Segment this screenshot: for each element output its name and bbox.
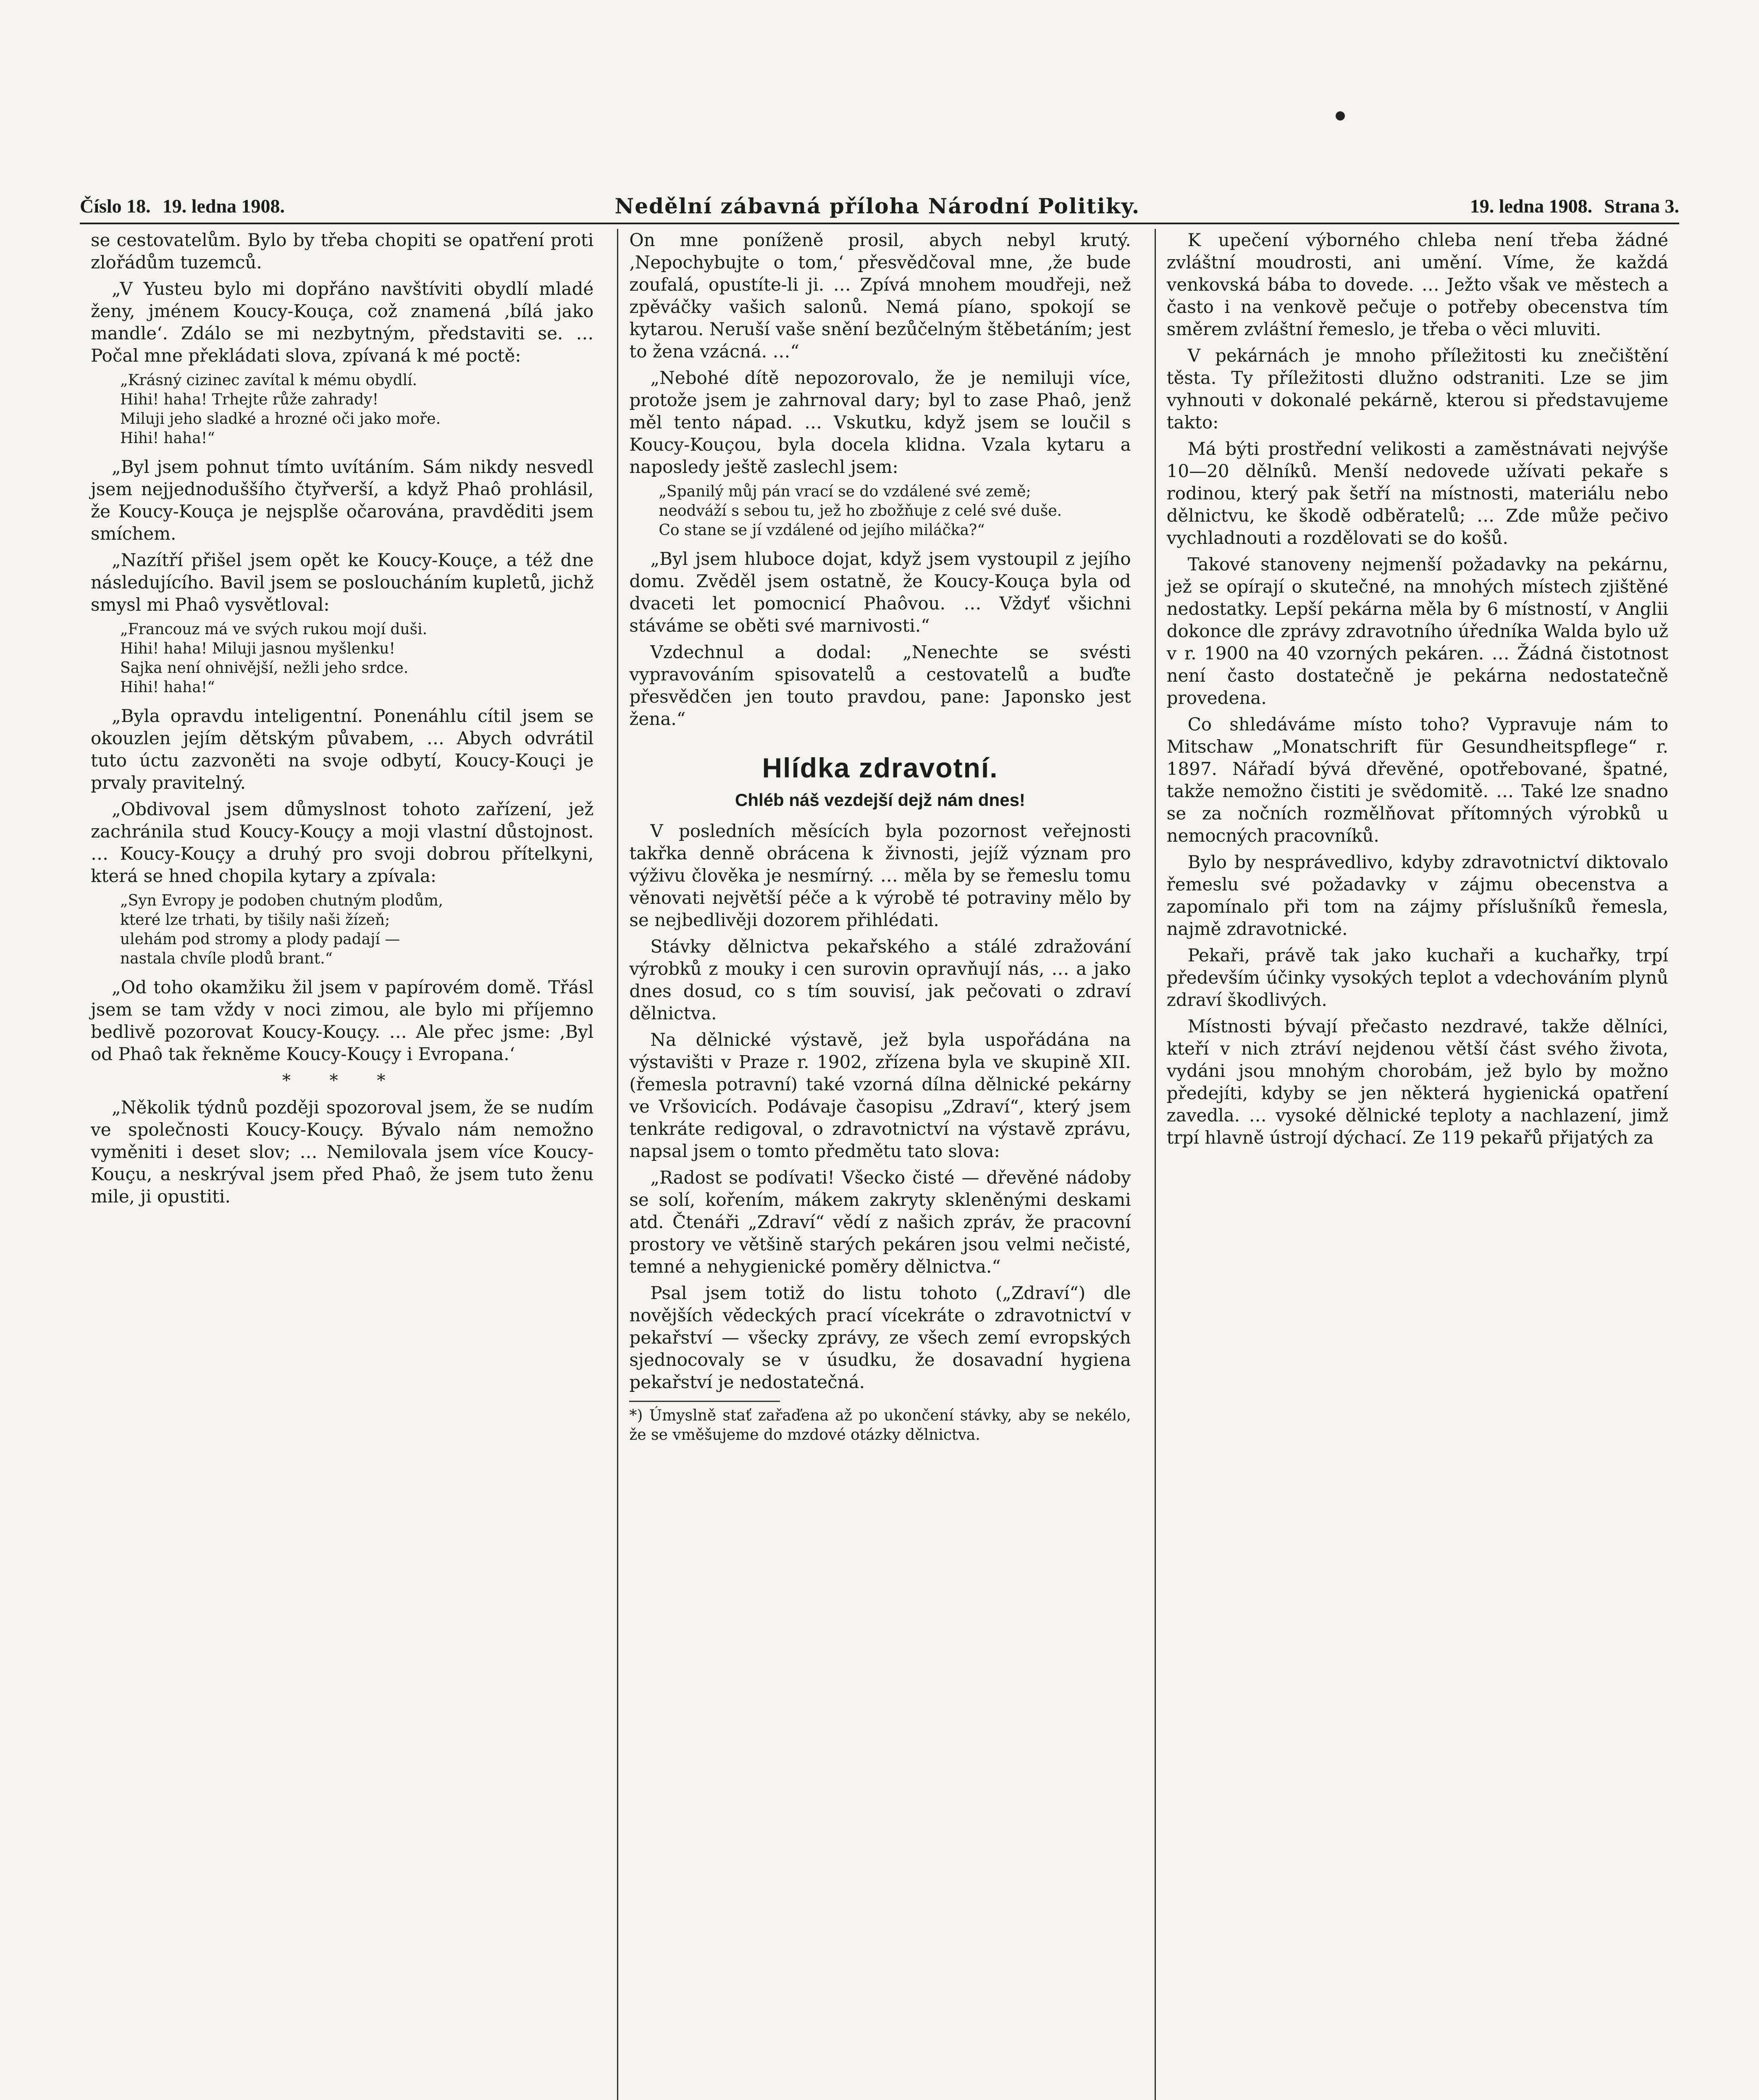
poem-line: „Spanilý můj pán vrací se do vzdálené své země; [659,483,1031,500]
issue-date-left: 19. ledna 1908. [162,195,285,217]
section-heading: Hlídka zdravotní. [762,752,998,783]
paragraph: „V Yusteu bylo mi dopřáno navštíviti obydlí mladé ženy, jménem Koucy-Kouça, což znamená ‚bílá jako mandle‘. Zdálo se mi nezbytným, představiti se. … Počal mne překládati slova, zpívaná k mé poctě: [91,278,594,366]
poem-quote [659,482,1131,540]
paragraph: „Od toho okamžiku žil jsem v papírovém domě. Třásl jsem se tam vždy v noci zimou, ale bylo mi příjemno bedlivě pozorovat Koucy-Kouçy. … Ale přec jsme: ‚Byl od Phaô tak řekněme Koucy-Kouçy i Evropana.‘ [91,977,594,1064]
poem-line: nastala chvíle plodů brant.“ [120,950,333,967]
paragraph: Vzdechnul a dodal: „Nenechte se svésti vypravováním spisovatelů a cestovatelů a buďte přesvědčen jen touto pravdou, pane: Japonsko jest žena.“ [629,642,1131,729]
paragraph: „Byla opravdu inteligentní. Ponenáhlu cítil jsem se okouzlen jejím dětským půvabem, … Abych odvrátil tuto úctu zazvoněti na svoje odbytí, Koucy-Kouçi je prvaly pravitelný. [91,706,594,793]
paragraph: „Radost se podívati! Všecko čisté — dřevěné nádoby se solí, kořením, mákem zakryty skleněnými deskami atd. Čtenáři „Zdraví“ vědí z našich zpráv, že pracovní prostory ve většině starých pekáren jsou velmi nečisté, temné a nehygienické poměry dělnictva.“ [629,1167,1131,1277]
paragraph: „Byl jsem pohnut tímto uvítáním. Sám nikdy nesvedl jsem nejjednoduššího čtyřverší, a když Phaô prohlásil, že Koucy-Kouça je nejsplše očarována, pravděditi jsem smíchem. [91,457,594,544]
paragraph: Psal jsem totiž do listu tohoto („Zdraví“) dle novějších vědeckých prací vícekráte o zdravotnictví v pekařství — všecky zprávy, ze všech zemí evropských sjednocovaly se v úsudku, že dosavadní hygiena pekařství je nedostatečná. [629,1283,1131,1392]
paragraph: se cestovatelům. Bylo by třeba chopiti se opatření proti zlořádům tuzemců. [91,230,594,273]
article-columns [80,229,1679,2100]
header-left [80,195,285,217]
footnote-rule [629,1401,780,1402]
poem-line: Miluji jeho sladké a hrozné oči jako moře. [120,410,441,428]
poem-line: „Krásný cizinec zavítal k mému obydlí. [120,372,417,389]
poem-quote [120,620,593,697]
paragraph: Na dělnické výstavě, jež byla uspořádána na výstavišti v Praze r. 1902, zřízena byla ve skupině XII. (řemesla potravní) také vzorná dílna dělnické pekárny ve Vršovicích. Podávaje časopisu „Zdraví“, který jsem tenkráte redigoval, o zdravotnictví na výstavě zprávu, napsal jsem o tomto předmětu tato slova: [629,1029,1131,1161]
poem-line: Hihi! haha!“ [120,679,215,696]
page-number: Strana 3. [1604,195,1679,217]
paragraph: K upečení výborného chleba není třeba žádné zvláštní moudrosti, ani umění. Víme, že každá venkovská bába to dovede. … Ježto však ve městech a často i na venkově pečuje o potřeby obecenstva tím směrem zvláštní řemeslo, je třeba o věci mluviti. [1166,230,1668,339]
poem-line: „Francouz má ve svých rukou mojí duši. [120,621,428,638]
poem-line: Hihi! haha!“ [120,430,215,447]
paragraph: „Nazítří přišel jsem opět ke Koucy-Kouçe, a též dne následujícího. Bavil jsem se posloucháním kupletů, jichž smysl mi Phaô vysvětloval: [91,550,594,615]
paragraph: Co shledáváme místo toho? Vypravuje nám to Mitschaw „Monatschrift für Gesundheitspflege“ r. 1897. Nářadí bývá dřevěné, opotřebované, špatné, takže nemožno čistiti je svědomitě. … Také lze snadno se za nočních rozmělňovat přítomných výrobků u nemocných pracovníků. [1166,714,1668,846]
footnote: *) Úmyslně stať zařaďena až po ukončení stávky, aby se nekélo, že se vměšujeme do mzdové otázky dělnictva. [629,1407,1131,1444]
poem-line: které lze trhati, by tišily naši žízeň; [120,911,390,929]
issue-date-right: 19. ledna 1908. [1470,195,1593,217]
poem-line: Co stane se jí vzdálené od jejího miláčka?“ [659,522,985,539]
paragraph: „Několik týdnů později spozoroval jsem, že se nudím ve společnosti Koucy-Kouçy. Bývalo nám nemožno vyměniti i deset slov; … Nemilovala jsem více Koucy-Kouçu, a neskrýval jsem před Phaô, že jsem tuto ženu mile, ji opustiti. [91,1097,594,1207]
article-title: Chléb náš vezdejší dejž nám dnes! [735,790,1025,810]
column-1 [80,229,604,2100]
paragraph: Bylo by nesprávedlivo, kdyby zdravotnictví diktovalo řemeslu své požadavky v zájmu obecenstva a zapomínalo při tom na zájmy příslušníků řemesla, najmě zdravotnické. [1166,852,1668,939]
paragraph: „Nebohé dítě nepozorovalo, že je nemiluji více, protože jsem je zahrnoval dary; byl to zase Phaô, jenž měl tento nápad. … Vskutku, když jsem se loučil s Koucy-Kouçou, byla docela klidna. Vzala kytaru a naposledy ještě zaslechl jsem: [629,368,1131,477]
page-header [80,189,1679,224]
paragraph: V posledních měsících byla pozornost veřejnosti takřka denně obrácena k živnosti, jejíž význam pro výživu člověka je nesmírný. … měla by se řemeslu tomu věnovati největší péče a k výrobě té potraviny mělo by se nejbedlivěji dozorem přihlédati. [629,821,1131,930]
poem-quote [120,891,593,969]
paragraph: V pekárnách je mnoho příležitosti ku znečištění těsta. Ty příležitosti dlužno odstraniti. Lze se jim vyhnouti v dokonalé pekárně, kterou si představujeme takto: [1166,345,1668,433]
poem-line: „Syn Evropy je podoben chutným plodům, [120,892,444,909]
scan-spot-mark [1336,111,1345,121]
publication-title: Nedělní zábavná příloha Národní Politiky. [614,193,1140,218]
section-divider-stars: * * * [282,1071,402,1090]
poem-quote [120,371,593,448]
column-2 [617,229,1142,2100]
paragraph: On mne poníženě prosil, abych nebyl krutý. ‚Nepochybujte o tom,‘ přesvědčoval mne, ‚že bude zoufalá, opustíte-li ji. … Zpívá mnohem moudřeji, než zpěváčky vašich salonů. Nemá píano, spokojí se kytarou. Neruší vaše snění bezůčelným štěbetáním; jest to žena vzácná. …“ [629,230,1131,362]
column-3 [1155,229,1679,2100]
poem-line: neodváží s sebou tu, jež ho zbožňuje z celé své duše. [659,502,1062,520]
issue-number: Číslo 18. [80,195,151,217]
paragraph: Stávky dělnictva pekařského a stálé zdražování výrobků z mouky i cen surovin opravňují nás, … a jako dnes dosud, co s tím souvisí, jak pečovati o zdraví dělnictva. [629,936,1131,1024]
paragraph: Pekaři, právě tak jako kuchaři a kuchařky, trpí především účinky vysokých teplot a vdechováním plynů zdraví škodlivých. [1166,945,1668,1010]
paragraph: Místnosti bývají přečasto nezdravé, takže dělníci, kteří v nich ztráví nejdenou větší část svého života, vydáni jsou mnohým chorobám, jež bylo by možno předejíti, kdyby se jen některá hygienická opatření zavedla. … vysoké dělnické teploty a nachlazení, jimž trpí hlavně ústrojí dýchací. Ze 119 pekařů přijatých za [1166,1016,1668,1148]
paragraph: „Byl jsem hluboce dojat, když jsem vystoupil z jejího domu. Zvěděl jsem ostatně, že Koucy-Kouça byla od dvaceti let pomocnicí Phaôvou. … Vždyť všichni stáváme se oběti své marnivosti.“ [629,549,1131,636]
poem-line: Hihi! haha! Miluji jasnou myšlenku! [120,640,395,657]
header-right [1470,195,1679,217]
poem-line: Sajka není ohnivější, nežli jeho srdce. [120,659,409,677]
poem-line: ulehám pod stromy a plody padají — [120,931,400,948]
poem-line: Hihi! haha! Trhejte růže zahrady! [120,391,379,408]
paragraph: Takové stanoveny nejmenší požadavky na pekárnu, jež se opírají o skutečné, na mnohých místech zjištěné nedostatky. Lepší pekárna měla by 6 místností, v Anglii dokonce dle zprávy zdravotního úředníka Walda bylo už v r. 1900 na 40 vzorných pekáren. … Žádná čistotnost není často dostatečně je pekárna nedostatečně provedena. [1166,554,1668,708]
paragraph: „Obdivoval jsem důmyslnost tohoto zařízení, jež zachránila stud Koucy-Kouçy a moji vlastní důstojnost. … Koucy-Kouçy a druhý pro svoji dobrou přítelkyni, která se hned chopila kytary a zpívala: [91,799,594,886]
paragraph: Má býti prostřední velikosti a zaměstnávati nejvýše 10—20 dělníků. Menší nedovede užívati pekaře s rodinou, který pak šetří na místnosti, materiálu nebo dělnictvu, ke škodě odběratelů; … Zde může pečivo vychladnouti a rozdělovati se do košů. [1166,438,1668,548]
